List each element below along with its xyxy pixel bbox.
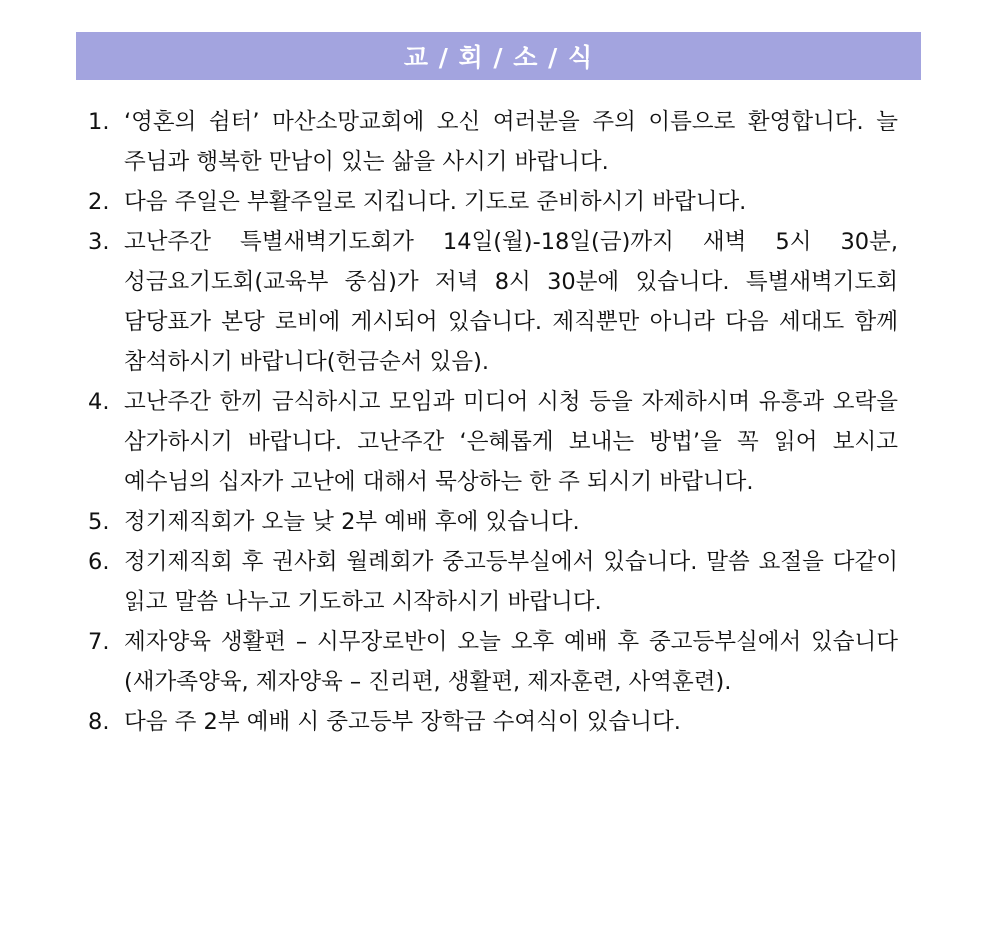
notice-item-2 <box>88 182 898 222</box>
notice-number: 1. <box>88 109 110 135</box>
notice-text: 정기제직회가 오늘 낮 2부 예배 후에 있습니다. <box>124 509 580 535</box>
notice-item-1 <box>88 102 898 182</box>
notice-text: ‘영혼의 쉼터’ 마산소망교회에 오신 여러분을 주의 이름으로 환영합니다. 늘 주님과 행복한 만남이 있는 삶을 사시기 바랍니다. <box>124 109 898 175</box>
notice-item-3 <box>88 222 898 382</box>
notice-number: 2. <box>88 189 110 215</box>
notice-text: 제자양육 생활편 – 시무장로반이 오늘 오후 예배 후 중고등부실에서 있습니다(새가족양육, 제자양육 – 진리편, 생활편, 제자훈련, 사역훈련). <box>124 629 898 695</box>
notice-item-8 <box>88 702 898 742</box>
notice-text: 정기제직회 후 권사회 월례회가 중고등부실에서 있습니다. 말씀 요절을 다같이 읽고 말씀 나누고 기도하고 시작하시기 바랍니다. <box>124 549 898 615</box>
notice-text: 고난주간 특별새벽기도회가 14일(월)-18일(금)까지 새벽 5시 30분, 성금요기도회(교육부 중심)가 저녁 8시 30분에 있습니다. 특별새벽기도회 담당표가 본당 로비에 게시되어 있습니다. 제직뿐만 아니라 다음 세대도 함께 참석하시기 바랍니다(헌금순서 있음). <box>124 229 898 375</box>
notice-text: 다음 주일은 부활주일로 지킵니다. 기도로 준비하시기 바랍니다. <box>124 189 747 215</box>
notice-item-7 <box>88 622 898 702</box>
notice-number: 7. <box>88 629 110 655</box>
notice-item-5 <box>88 502 898 542</box>
notice-number: 4. <box>88 389 110 415</box>
page-title: 교 / 회 / 소 / 식 <box>403 43 594 72</box>
notice-number: 8. <box>88 709 110 735</box>
header-banner <box>76 32 921 80</box>
notice-item-4 <box>88 382 898 502</box>
notice-item-6 <box>88 542 898 622</box>
notice-number: 6. <box>88 549 110 575</box>
notice-number: 3. <box>88 229 110 255</box>
notice-text: 고난주간 한끼 금식하시고 모임과 미디어 시청 등을 자제하시며 유흥과 오락을 삼가하시기 바랍니다. 고난주간 ‘은혜롭게 보내는 방법’을 꼭 읽어 보시고 예수님의 십자가 고난에 대해서 묵상하는 한 주 되시기 바랍니다. <box>124 389 898 495</box>
notice-text: 다음 주 2부 예배 시 중고등부 장학금 수여식이 있습니다. <box>124 709 681 735</box>
notice-list <box>88 102 898 742</box>
notice-number: 5. <box>88 509 110 535</box>
